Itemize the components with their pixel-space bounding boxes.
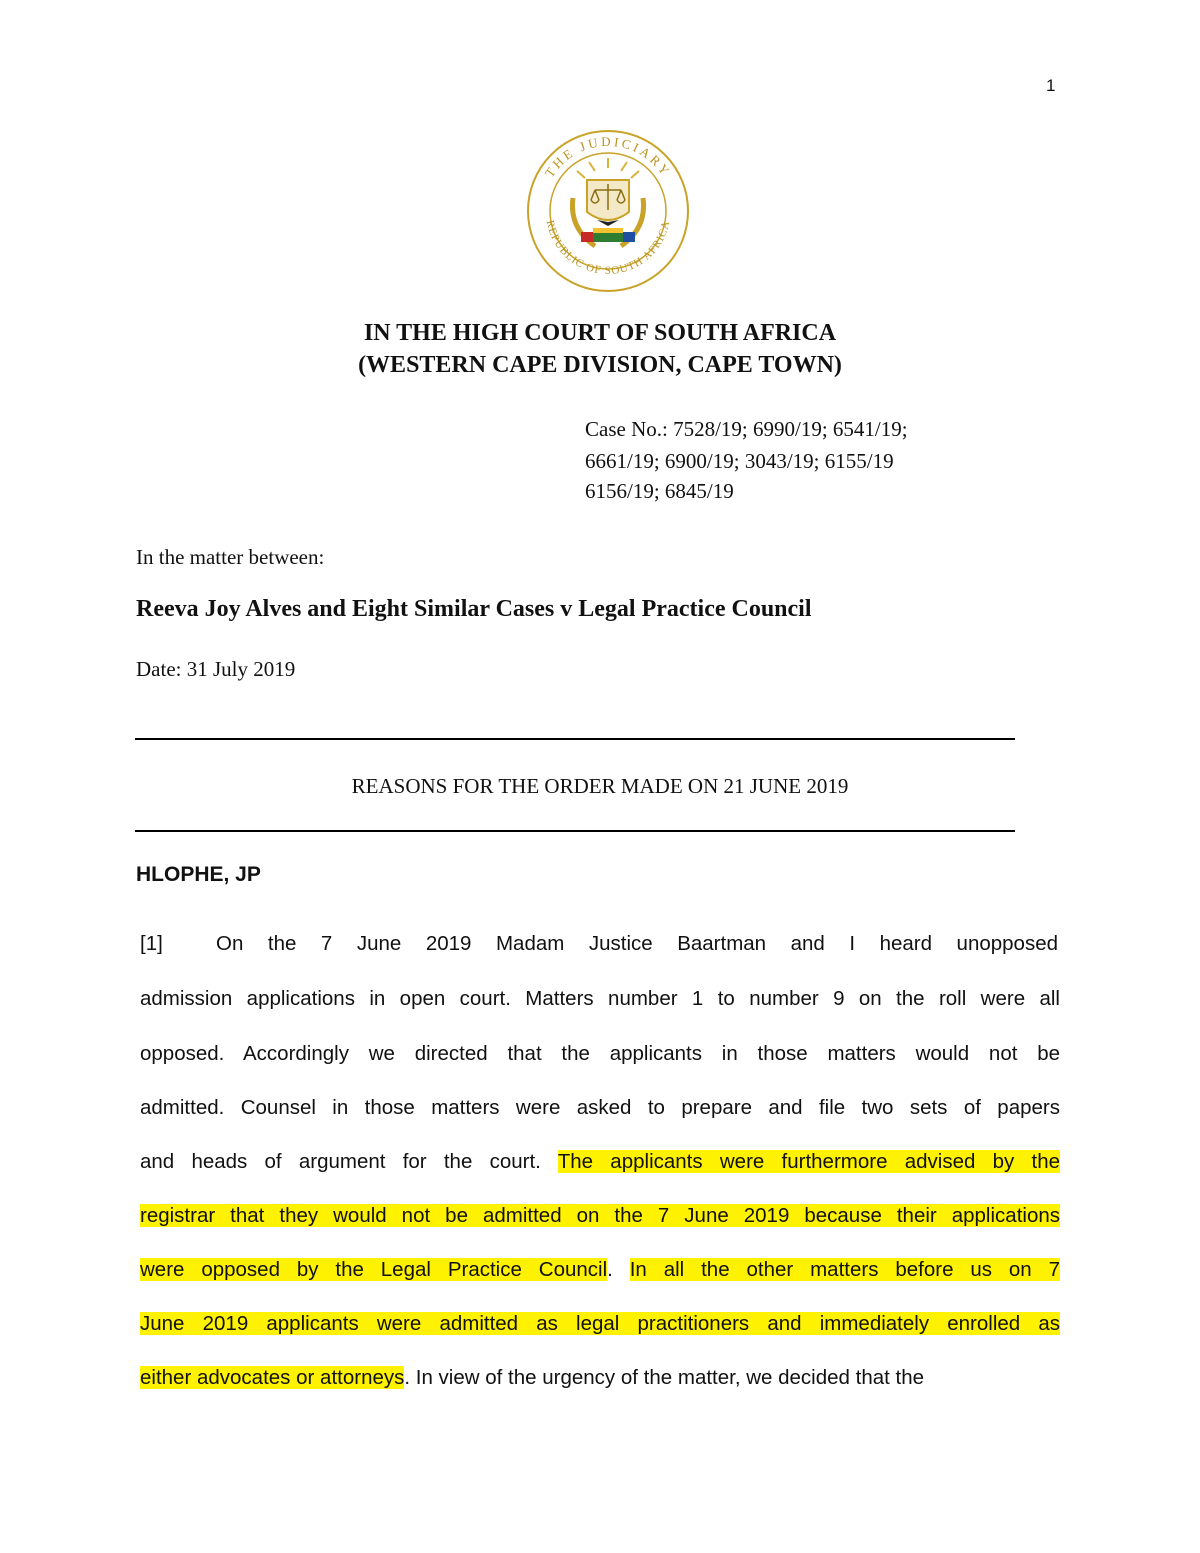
reasons-heading: REASONS FOR THE ORDER MADE ON 21 JUNE 2019: [351, 774, 849, 798]
crest-top-text: THE JUDICIARY: [541, 133, 675, 180]
paragraph-line: opposed. Accordingly we directed that the applicants in those matters would not be: [140, 1042, 1060, 1065]
highlighted-text: June 2019 applicants were admitted as legal practitioners and immediately enrolled as: [140, 1312, 1060, 1335]
paragraph-line: [140, 1310, 1060, 1338]
crest-bottom-text: REPUBLIC OF SOUTH AFRICA: [543, 219, 673, 277]
paragraph-line: [140, 930, 1060, 958]
judge-name: HLOPHE, JP: [136, 863, 261, 886]
judiciary-crest-icon: [525, 128, 691, 294]
paragraph-line: [140, 1148, 1060, 1176]
paragraph-number: [1]: [140, 932, 163, 955]
case-number-line-2: 6661/19; 6900/19; 3043/19; 6155/19: [585, 449, 894, 473]
paragraph-line: admission applications in open court. Matters number 1 to number 9 on the roll were all: [140, 987, 1060, 1010]
highlighted-text: The applicants were furthermore advised by the: [557, 1150, 1060, 1173]
court-title: IN THE HIGH COURT OF SOUTH AFRICA: [363, 320, 837, 346]
case-number-line-3: 6156/19; 6845/19: [585, 479, 734, 503]
highlighted-text: registrar that they would not be admitted on the 7 June 2019 because their applications: [140, 1204, 1060, 1227]
judgment-date: Date: 31 July 2019: [136, 657, 296, 681]
highlighted-text: either advocates or attorneys: [140, 1366, 405, 1389]
divider-bottom: [135, 830, 1015, 832]
paragraph-text: On the 7 June 2019 Madam Justice Baartman and I heard unopposed: [216, 932, 1058, 955]
paragraph-line: [140, 1364, 1060, 1392]
paragraph-line: [140, 1256, 1060, 1284]
paragraph-text: .: [607, 1258, 630, 1281]
case-title: Reeva Joy Alves and Eight Similar Cases v Legal Practice Council: [136, 596, 812, 622]
court-division: (WESTERN CAPE DIVISION, CAPE TOWN): [358, 352, 842, 378]
highlighted-text: In all the other matters before us on 7: [629, 1258, 1060, 1281]
svg-text:REPUBLIC OF SOUTH AFRICA: [544, 219, 673, 277]
page-number: 1: [1046, 76, 1056, 95]
svg-text:THE JUDICIARY: [542, 134, 674, 180]
paragraph-line: admitted. Counsel in those matters were asked to prepare and file two sets of papers: [140, 1096, 1060, 1119]
divider-top: [135, 738, 1015, 740]
highlighted-text: were opposed by the Legal Practice Council: [140, 1258, 608, 1281]
case-number-line-1: Case No.: 7528/19; 6990/19; 6541/19;: [585, 417, 908, 441]
paragraph-text: and heads of argument for the court.: [140, 1150, 558, 1173]
matter-label: In the matter between:: [136, 545, 325, 569]
paragraph-text: . In view of the urgency of the matter, we decided that the: [404, 1366, 925, 1389]
paragraph-line: [140, 1202, 1060, 1230]
